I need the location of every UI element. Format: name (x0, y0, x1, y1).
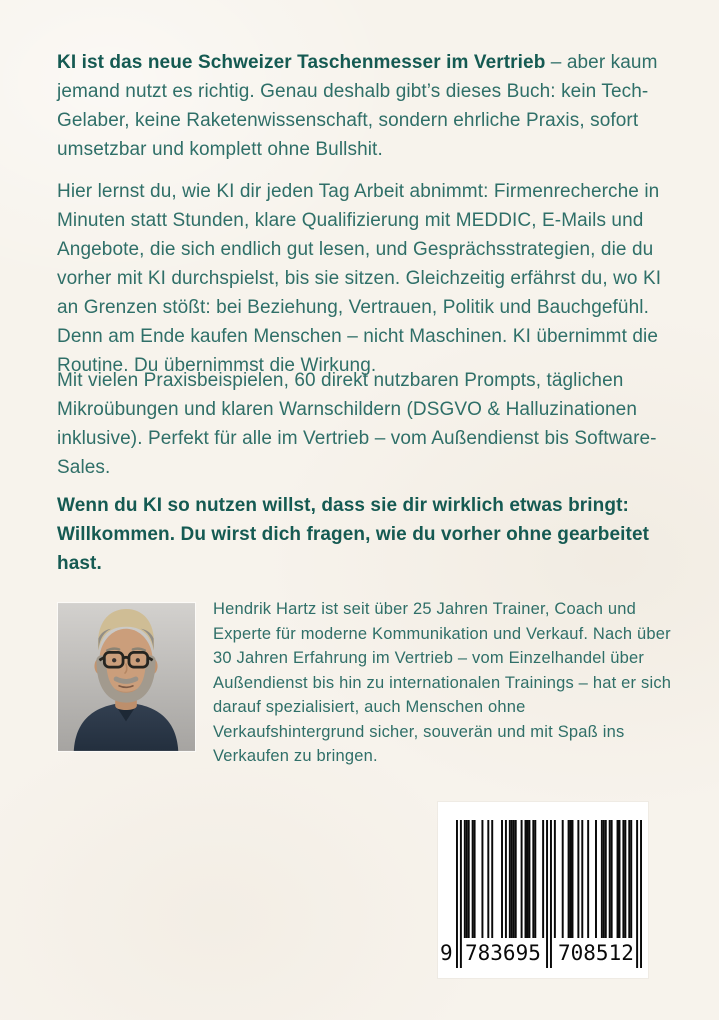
barcode-box (438, 802, 648, 978)
mustache (116, 679, 136, 681)
isbn-digit-group: 708512 (558, 941, 634, 965)
blurb-intro-bold-lead: KI ist das neue Schweizer Taschenmesser im Vertrieb (57, 52, 546, 73)
blurb-intro-rest: – aber kaum jemand nutzt es richtig. Genau deshalb gibt’s dieses Buch: kein Tech-Gelaber, keine Raketenwissenschaft, sondern ehrliche Praxis, sofort umsetzbar und komplett ohne Bullshit. (57, 52, 658, 160)
isbn-digit-group: 783695 (465, 941, 541, 965)
eye-left (112, 658, 116, 662)
blurb-paragraph-callout: Wenn du KI so nutzen willst, dass sie dir wirklich etwas bringt: Willkommen. Du wirst dich fragen, wie du vorher ohne gearbeitet hast. (57, 495, 650, 574)
blurb-paragraph-benefits: Hier lernst du, wie KI dir jeden Tag Arbeit abnimmt: Firmenrecherche in Minuten statt Stunden, klare Qualifizierung mit MEDDIC, E-Mails und Angebote, die sich endlich gut lesen, und Gesprächsstrategien, die du vorher mit KI durchspielst, bis sie sitzen. Gleichzeitig erfährst du, wo KI an Grenzen stößt: bei Beziehung, Vertrauen, Politik und Bauchgefühl. Denn am Ende kaufen Menschen – nicht Maschinen. KI übernimmt die Routine. Du übernimmst die Wirkung. (57, 181, 662, 376)
eye-right (136, 658, 140, 662)
author-photo (57, 602, 196, 752)
isbn-digit-group: 9 (440, 941, 453, 965)
blurb-paragraph-intro (57, 48, 672, 164)
blurb-paragraph-features: Mit vielen Praxisbeispielen, 60 direkt nutzbaren Prompts, täglichen Mikroübungen und klaren Warnschildern (DSGVO & Halluzinationen inklusive). Perfekt für alle im Vertrieb – vom Außendienst bis Software-Sales. (57, 370, 657, 478)
author-bio: Hendrik Hartz ist seit über 25 Jahren Trainer, Coach und Experte für moderne Kommunikation und Verkauf. Nach über 30 Jahren Erfahrung im Vertrieb – vom Einzelhandel über Außendienst bis hin zu internationalen Trainings – hat er sich darauf spezialisiert, auch Menschen ohne Verkaufshintergrund sicher, souverän und mit Spaß ins Verkaufen zu bringen. (213, 600, 672, 765)
